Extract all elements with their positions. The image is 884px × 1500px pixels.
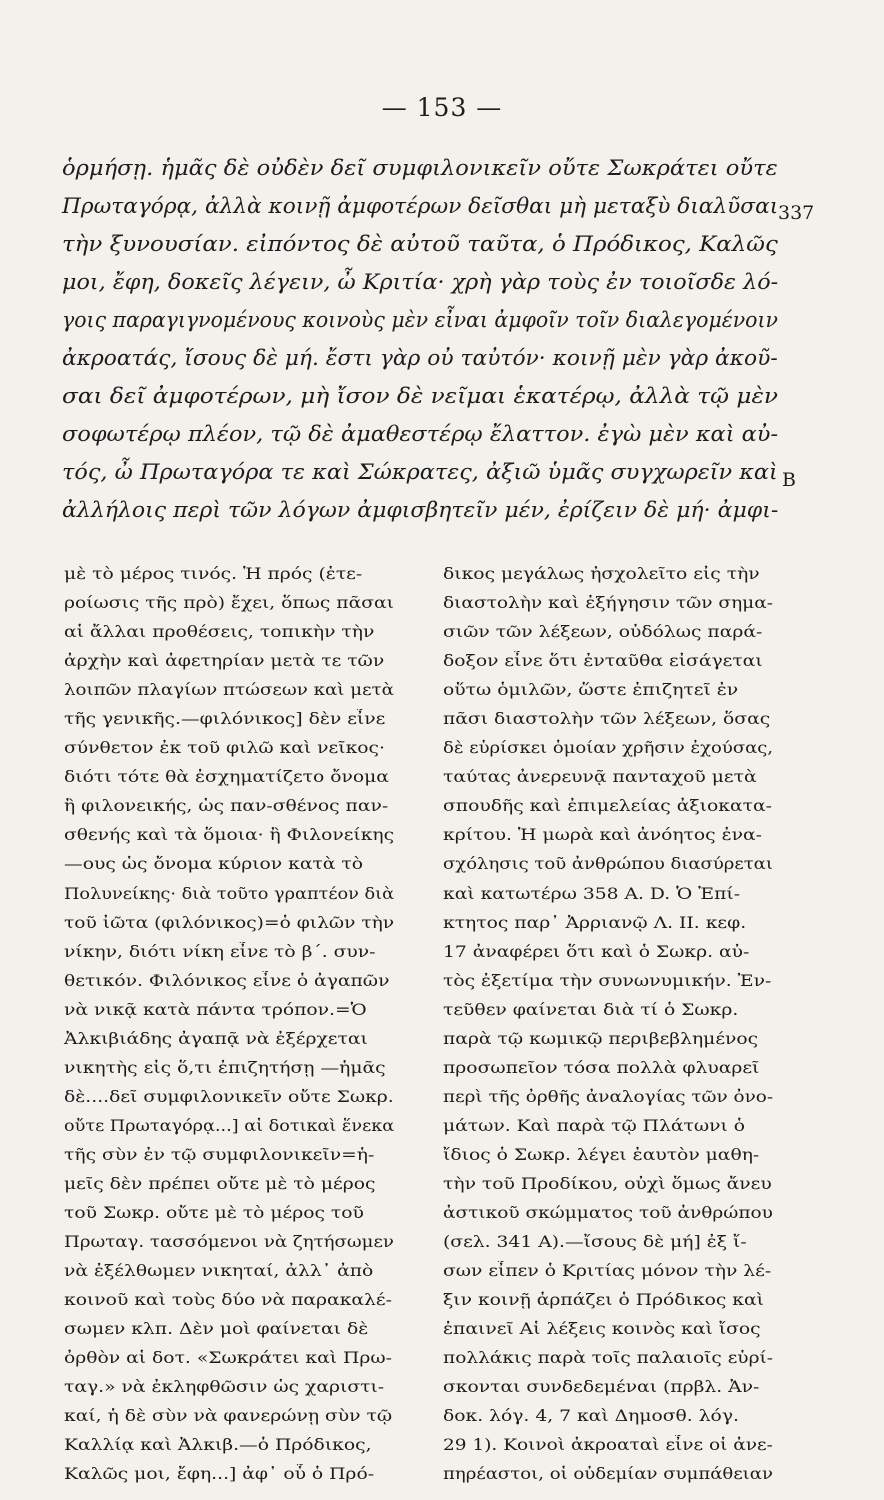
commentary-line: κτητος παρ᾽ Ἀρριανῷ Λ. ΙΙ. κεφ. <box>443 913 747 932</box>
commentary-line: νὰ ἐξέλθωμεν νικηταί, ἀλλ᾽ ἀπὸ <box>64 1262 374 1281</box>
commentary-line: τῆς γενικῆς.—φιλόνικος] δὲν εἶνε <box>64 710 386 729</box>
commentary-line: παρὰ τῷ κωμικῷ περιβεβλημένος <box>443 1029 759 1048</box>
main-text-line: ὁρμήσῃ. ἡμᾶς δὲ οὐδὲν δεῖ συμφιλονικεῖν οὔτε Σωκράτει οὔτε <box>62 156 778 181</box>
commentary-line: οὕτω ὁμιλῶν, ὥστε ἐπιζητεῖ ἐν <box>443 681 739 700</box>
commentary-line: νικητὴς εἰς ὅ,τι ἐπιζητήσῃ —ἡμᾶς <box>64 1058 386 1077</box>
commentary-line: οὔτε Πρωταγόρᾳ...] αἱ δοτικαὶ ἕνεκα <box>64 1116 395 1135</box>
commentary-line: μὲ τὸ μέρος τινός. Ἡ πρός (ἑτε- <box>64 565 363 583</box>
main-text-line: τὴν ξυνουσίαν. εἰπόντος δὲ αὐτοῦ ταῦτα, ὁ Πρόδικος, Καλῶς <box>62 232 778 257</box>
commentary-line: πολλάκις παρὰ τοῖς παλαιοῖς εὑρί- <box>443 1349 774 1368</box>
commentary-line: ταύτας ἀνερευνᾷ πανταχοῦ μετὰ <box>443 768 757 787</box>
commentary-line: ροίωσις τῆς πρὸ) ἔχει, ὅπως πᾶσαι <box>64 594 394 613</box>
commentary-line: Καλλίᾳ καὶ Ἀλκιβ.—ὁ Πρόδικος, <box>64 1436 372 1455</box>
commentary-line: κρίτου. Ἡ μωρὰ καὶ ἀνόητος ἐνα- <box>443 826 762 845</box>
commentary-line: ἴδιος ὁ Σωκρ. λέγει ἑαυτὸν μαθη- <box>443 1145 760 1164</box>
main-text-line: σοφωτέρῳ πλέον, τῷ δὲ ἀμαθεστέρῳ ἔλαττον. ἐγὼ μὲν καὶ αὐ- <box>62 422 779 447</box>
commentary-line: τῆς σὺν ἐν τῷ συμφιλονικεῖν=ἡ- <box>64 1145 375 1164</box>
commentary-line: Καλῶς μοι, ἔφη...] ἀφ᾽ οὗ ὁ Πρό- <box>64 1465 375 1484</box>
commentary-line: τὸς ἐξετίμα τὴν συνωνυμικήν. Ἐν- <box>443 971 772 990</box>
commentary-line: σων εἶπεν ὁ Κριτίας μόνον τὴν λέ- <box>443 1262 772 1281</box>
commentary-line: πᾶσι διαστολὴν τῶν λέξεων, ὅσας <box>443 710 771 729</box>
commentary-line: (σελ. 341 Α).—ἴσους δὲ μή] ἐξ ἴ- <box>443 1233 747 1252</box>
commentary-line: καὶ κατωτέρω 358 Α. D. Ὁ Ἐπί- <box>443 884 741 903</box>
commentary-line: δὲ....δεῖ συμφιλονικεῖν οὔτε Σωκρ. <box>64 1087 394 1106</box>
commentary-line: ἀστικοῦ σκώμματος τοῦ ἀνθρώπου <box>443 1204 773 1223</box>
commentary-line: νίκην, διότι νίκη εἶνε τὸ β΄. συν- <box>64 942 376 961</box>
commentary-right-column <box>443 560 773 1490</box>
commentary-line: δοξον εἶνε ὅτι ἐνταῦθα εἰσάγεται <box>443 652 763 671</box>
commentary-line: τὴν τοῦ Προδίκου, οὐχὶ ὅμως ἄνευ <box>443 1174 772 1193</box>
commentary-line: ἀρχὴν καὶ ἀφετηρίαν μετὰ τε τῶν <box>64 652 385 671</box>
main-text-line: Πρωταγόρᾳ, ἀλλὰ κοινῇ ἀμφοτέρων δεῖσθαι μὴ μεταξὺ διαλῦσαι <box>62 194 779 219</box>
main-text-line: τός, ὦ Πρωταγόρα τε καὶ Σώκρατες, ἀξιῶ ὑμᾶς συγχωρεῖν καὶ <box>62 460 778 485</box>
commentary-line: διότι τότε θὰ ἐσχηματίζετο ὄνομα <box>64 768 389 787</box>
commentary-line: καί, ἡ δὲ σὺν νὰ φανερώνῃ σὺν τῷ <box>64 1407 393 1426</box>
commentary-left-column <box>64 560 394 1490</box>
commentary-line: προσωπεῖον τόσα πολλὰ φλυαρεῖ <box>443 1058 760 1077</box>
commentary-line: μάτων. Καὶ παρὰ τῷ Πλάτωνι ὁ <box>443 1116 746 1135</box>
commentary-line: διαστολὴν καὶ ἐξήγησιν τῶν σημα- <box>443 594 774 613</box>
commentary-line: αἱ ἄλλαι προθέσεις, τοπικὴν τὴν <box>64 623 375 642</box>
commentary-line: σύνθετον ἐκ τοῦ φιλῶ καὶ νεῖκος· <box>64 739 385 758</box>
commentary-line: λοιπῶν πλαγίων πτώσεων καὶ μετὰ <box>64 681 394 700</box>
commentary-line: τεῦθεν φαίνεται διὰ τί ὁ Σωκρ. <box>443 1000 739 1019</box>
main-text-line: ἀλλήλοις περὶ τῶν λόγων ἀμφισβητεῖν μέν, ἐρίζειν δὲ μή· ἀμφι- <box>62 498 779 523</box>
commentary-line: Ἀλκιβιάδης ἀγαπᾷ νὰ ἐξέρχεται <box>64 1029 368 1048</box>
commentary-line: σχόλησις τοῦ ἀνθρώπου διασύρεται <box>443 855 773 874</box>
commentary-line: σθενής καὶ τὰ ὅμοια· ἢ Φιλονείκης <box>64 826 395 845</box>
commentary-line: ξιν κοινῇ ἁρπάζει ὁ Πρόδικος καὶ <box>443 1291 764 1310</box>
commentary-line: τοῦ Σωκρ. οὔτε μὲ τὸ μέρος τοῦ <box>64 1204 364 1223</box>
commentary-line: περὶ τῆς ὀρθῆς ἀναλογίας τῶν ὀνο- <box>443 1087 774 1106</box>
main-text-line: μοι, ἔφη, δοκεῖς λέγειν, ὦ Κριτία· χρὴ γὰρ τοὺς ἐν τοιοῖσδε λό- <box>62 270 779 295</box>
commentary-line: κοινοῦ καὶ τοὺς δύο νὰ παρακαλέ- <box>64 1291 392 1310</box>
commentary-line: θετικόν. Φιλόνικος εἶνε ὁ ἀγαπῶν <box>64 971 390 990</box>
commentary-line: ἢ φιλονεικής, ὡς παν-σθένος παν- <box>64 797 389 816</box>
commentary-line: σωμεν κλπ. Δὲν μοὶ φαίνεται δὲ <box>64 1320 369 1339</box>
margin-section-letter: B <box>782 469 796 491</box>
commentary-line: δικος μεγάλως ἠσχολεῖτο εἰς τὴν <box>443 565 760 583</box>
commentary-line: ὀρθὸν αἱ δοτ. «Σωκράτει καὶ Πρω- <box>64 1349 392 1368</box>
commentary-line: πηρέαστοι, οἱ οὐδεμίαν συμπάθειαν <box>443 1465 773 1484</box>
commentary-line: Πρωταγ. τασσόμενοι νὰ ζητήσωμεν <box>64 1233 394 1252</box>
main-text-line: γοις παραγιγνομένους κοινοὺς μὲν εἶναι ἀμφοῖν τοῖν διαλεγομένοιν <box>62 308 778 333</box>
commentary-line: σπουδῆς καὶ ἐπιμελείας ἀξιοκατα- <box>443 797 772 816</box>
commentary-line: Πολυνείκης· διὰ τοῦτο γραπτέον διὰ <box>64 884 395 903</box>
commentary-line: —ους ὡς ὄνομα κύριον κατὰ τὸ <box>64 855 364 874</box>
main-text-line: ἀκροατάς, ἴσους δὲ μή. ἔστι γὰρ οὐ ταὐτόν· κοινῇ μὲν γὰρ ἀκοῦ- <box>62 346 778 371</box>
page-number: — 153 — <box>381 93 503 122</box>
margin-stephanus-number: 337 <box>778 202 815 224</box>
commentary-line: σκονται συνδεδεμέναι (πρβλ. Ἀν- <box>443 1378 760 1397</box>
commentary-line: δὲ εὑρίσκει ὁμοίαν χρῆσιν ἐχούσας, <box>443 739 774 758</box>
commentary-line: τοῦ ἰῶτα (φιλόνικος)=ὁ φιλῶν τὴν <box>64 913 395 932</box>
commentary-line: 17 ἀναφέρει ὅτι καὶ ὁ Σωκρ. αὐ- <box>443 942 750 961</box>
main-text-line: σαι δεῖ ἀμφοτέρων, μὴ ἴσον δὲ νεῖμαι ἑκατέρῳ, ἀλλὰ τῷ μὲν <box>62 384 778 409</box>
main-text <box>62 150 802 530</box>
commentary-line: ἐπαινεῖ Αἱ λέξεις κοινὸς καὶ ἴσος <box>443 1320 761 1339</box>
commentary-line: ταγ.» νὰ ἐκληφθῶσιν ὡς χαριστι- <box>64 1378 385 1397</box>
commentary-line: 29 1). Κοινοὶ ἀκροαταὶ εἶνε οἱ ἀνε- <box>443 1436 773 1455</box>
commentary-line: νὰ νικᾷ κατὰ πάντα τρόπον.=Ὁ <box>64 1000 367 1019</box>
commentary-line: μεῖς δὲν πρέπει οὔτε μὲ τὸ μέρος <box>64 1174 376 1193</box>
commentary-line: δοκ. λόγ. 4, 7 καὶ Δημοσθ. λόγ. <box>443 1407 739 1426</box>
commentary-line: σιῶν τῶν λέξεων, οὐδόλως παρά- <box>443 623 763 642</box>
